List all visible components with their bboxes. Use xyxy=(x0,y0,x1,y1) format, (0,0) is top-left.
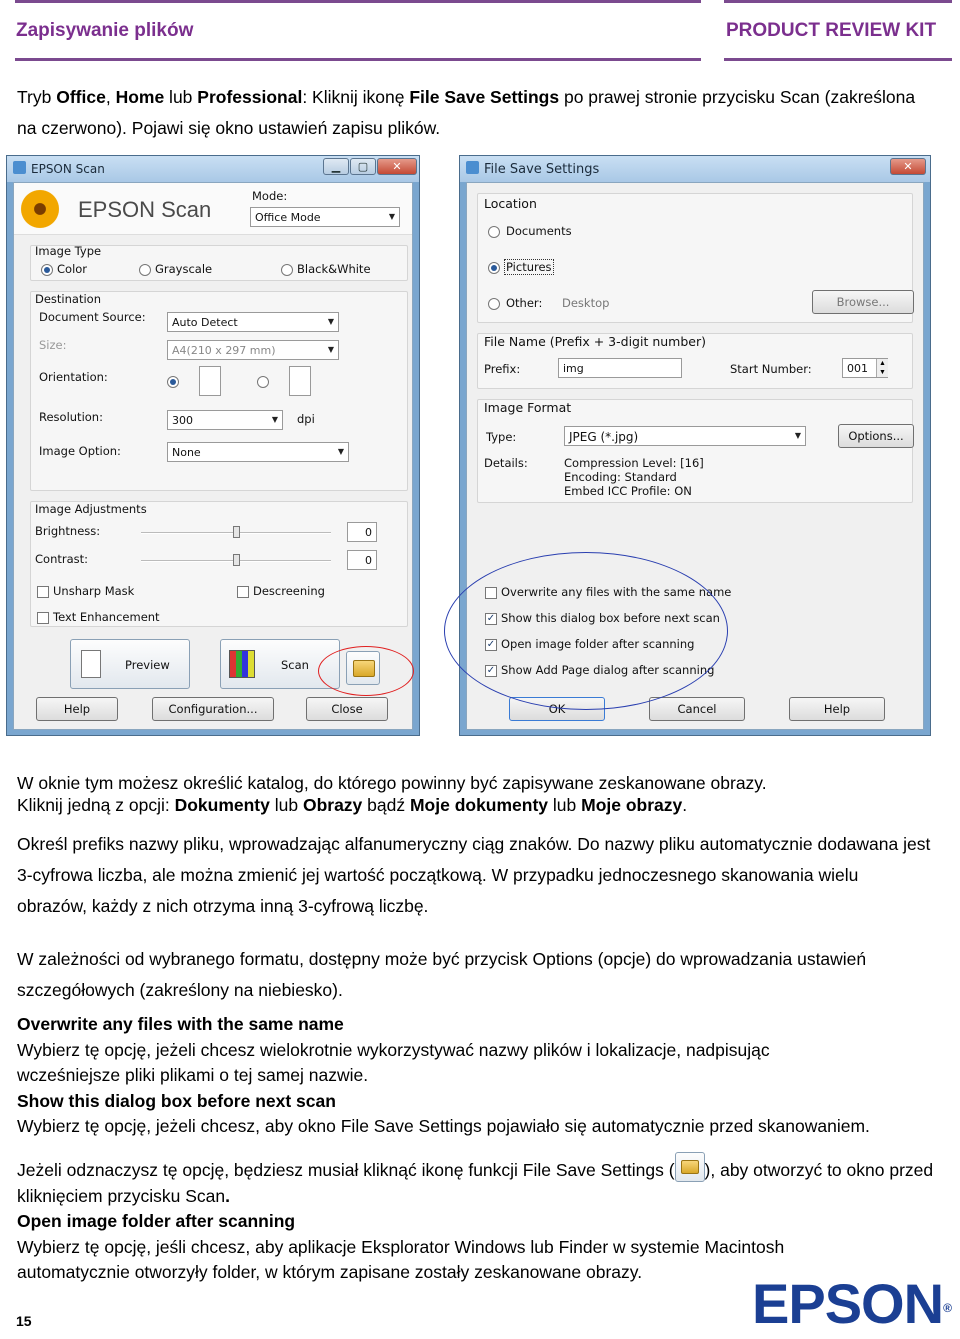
orientation-portrait-radio[interactable] xyxy=(167,376,179,388)
image-adjustments-group xyxy=(30,501,408,627)
open-folder-checkbox[interactable]: ✓ xyxy=(486,639,496,650)
ok-button[interactable]: OK xyxy=(509,697,605,721)
paragraph-prefix: Określ prefiks nazwy pliku, wprowadzając alfanumeryczny ciąg znaków. Do nazwy pliku automatycznie dodawana jest 3-cyfrowa liczba, ale można zmienić jej wartość początkową. W przypadku jednoczesnego skanowania wielu obrazów, każdy z nich otrzyma inną 3-cyfrową liczbę. xyxy=(17,834,931,916)
unsharp-mask-label: Unsharp Mask xyxy=(53,584,135,598)
image-type-group xyxy=(30,245,408,281)
close-window-button[interactable]: ✕ xyxy=(377,158,417,175)
location-label: Location xyxy=(484,196,537,211)
file-save-close-button[interactable]: ✕ xyxy=(890,158,926,175)
unsharp-mask-checkbox[interactable] xyxy=(37,586,49,598)
image-type-grayscale-radio[interactable] xyxy=(139,264,151,276)
start-number-spinner[interactable]: ▲ ▼ xyxy=(876,359,888,377)
minimize-button[interactable]: ▁ xyxy=(323,158,349,175)
contrast-thumb[interactable] xyxy=(233,554,240,566)
location-other-radio[interactable] xyxy=(488,298,500,310)
location-other-label: Other: xyxy=(506,296,543,310)
size-label: Size: xyxy=(39,338,67,352)
resolution-label: Resolution: xyxy=(39,410,103,424)
scan-icon xyxy=(229,650,255,678)
mode-label: Mode: xyxy=(252,189,288,203)
file-save-help-button[interactable]: Help xyxy=(789,697,885,721)
header-rule-top-left xyxy=(15,0,701,3)
descreening-label: Descreening xyxy=(253,584,325,598)
configuration-button[interactable]: Configuration... xyxy=(152,697,274,721)
orientation-landscape-radio[interactable] xyxy=(257,376,269,388)
brightness-input[interactable]: 0 xyxy=(347,522,377,542)
destination-label: Destination xyxy=(35,292,101,306)
intro-paragraph: Tryb Office, Home lub Professional: Kliknij ikonę File Save Settings po prawej stronie przycisku Scan (zakreślona na czerwono). Pojawi się okno ustawień zapisu plików. xyxy=(17,87,916,138)
open-folder-label: Open image folder after scanning xyxy=(501,637,695,651)
file-save-settings-inline-icon xyxy=(675,1152,705,1182)
portrait-icon xyxy=(199,366,221,396)
location-documents-radio[interactable] xyxy=(488,226,500,238)
details-line-1: Compression Level: [16] xyxy=(564,456,704,470)
epson-logo: EPSON® xyxy=(752,1272,951,1335)
type-select[interactable]: JPEG (*.jpg) ▼ xyxy=(564,426,806,446)
size-select[interactable]: A4(210 x 297 mm) ▼ xyxy=(167,340,339,360)
section-title: Zapisywanie plików xyxy=(16,20,194,41)
orientation-label: Orientation: xyxy=(39,370,108,384)
details-line-3: Embed ICC Profile: ON xyxy=(564,484,692,498)
document-source-label: Document Source: xyxy=(39,310,146,324)
preview-label: Preview xyxy=(125,658,170,672)
location-pictures-radio[interactable] xyxy=(488,262,500,274)
add-page-label: Show Add Page dialog after scanning xyxy=(501,663,715,677)
location-group xyxy=(477,193,913,323)
red-highlight-circle xyxy=(318,646,414,696)
image-type-bw-label: Black&White xyxy=(297,262,371,276)
image-option-select[interactable]: None ▼ xyxy=(167,442,349,462)
epson-scan-logo: EPSON Scan xyxy=(78,197,212,222)
destination-group xyxy=(30,291,408,491)
contrast-label: Contrast: xyxy=(35,552,89,566)
preview-button[interactable] xyxy=(70,639,190,689)
epson-scan-titlebar: EPSON Scan ▁ ▢ ✕ xyxy=(7,156,419,182)
landscape-icon xyxy=(289,366,311,396)
add-page-checkbox[interactable]: ✓ xyxy=(486,665,496,676)
resolution-select[interactable]: 300 ▼ xyxy=(167,410,283,430)
kit-title: PRODUCT REVIEW KIT xyxy=(726,20,937,41)
overwrite-label: Overwrite any files with the same name xyxy=(501,585,732,599)
details-label: Details: xyxy=(484,456,528,470)
page-number: 15 xyxy=(16,1313,32,1329)
location-other-value: Desktop xyxy=(562,296,610,310)
prefix-label: Prefix: xyxy=(484,362,521,376)
header-rule-bottom-right xyxy=(724,58,952,61)
image-type-label: Image Type xyxy=(35,244,102,258)
location-documents-label: Documents xyxy=(506,224,572,238)
brightness-label: Brightness: xyxy=(35,524,101,538)
text-enhancement-label: Text Enhancement xyxy=(53,610,160,624)
overwrite-description: Wybierz tę opcję, jeżeli chcesz wielokrotnie wykorzystywać nazwy plików i lokalizacje, nadpisując wcześniejsze pliki plikami o tej samej nazwie. xyxy=(17,1039,770,1085)
show-dialog-description: Wybierz tę opcję, jeżeli chcesz, aby okno File Save Settings pojawiało się automatycznie przed skanowaniem. xyxy=(17,1116,870,1136)
prefix-input[interactable]: img xyxy=(558,358,682,378)
flower-icon xyxy=(18,187,62,231)
image-option-label: Image Option: xyxy=(39,444,121,458)
scan-label: Scan xyxy=(281,658,309,672)
brightness-thumb[interactable] xyxy=(233,526,240,538)
contrast-input[interactable]: 0 xyxy=(347,550,377,570)
show-dialog-label: Show this dialog box before next scan xyxy=(501,611,720,625)
open-folder-heading: Open image folder after scanning xyxy=(17,1211,296,1231)
image-format-label: Image Format xyxy=(484,400,572,415)
adjustments-label: Image Adjustments xyxy=(35,502,147,516)
options-button[interactable]: Options... xyxy=(838,424,914,448)
filename-group xyxy=(477,333,913,389)
preview-icon xyxy=(81,650,101,678)
epson-scan-banner xyxy=(14,183,412,235)
image-type-color-radio[interactable] xyxy=(41,264,53,276)
type-label: Type: xyxy=(486,430,517,444)
image-type-bw-radio[interactable] xyxy=(281,264,293,276)
header-rule-bottom-left xyxy=(15,58,701,61)
app-icon xyxy=(13,161,26,174)
paragraph-options: W zależności od wybranego formatu, dostępny może być przycisk Options (opcje) do wprowadzania ustawień szczegółowych (zakreślony na niebiesko). xyxy=(17,949,867,1000)
overwrite-heading: Overwrite any files with the same name xyxy=(17,1014,344,1034)
help-button[interactable]: Help xyxy=(36,697,118,721)
header-rule-top-right xyxy=(724,0,952,3)
close-button[interactable]: Close xyxy=(306,697,388,721)
browse-button[interactable]: Browse... xyxy=(812,290,914,314)
show-dialog-checkbox[interactable]: ✓ xyxy=(486,613,496,624)
image-format-group xyxy=(477,399,913,503)
mode-select[interactable]: Office Mode ▼ xyxy=(250,207,400,227)
file-save-titlebar: File Save Settings ✕ xyxy=(460,156,930,182)
cancel-button[interactable]: Cancel xyxy=(649,697,745,721)
document-source-select[interactable]: Auto Detect ▼ xyxy=(167,312,339,332)
blue-highlight-ellipse xyxy=(444,552,728,710)
paragraph-location: W oknie tym możesz określić katalog, do którego powinny być zapisywane zeskanowane obrazy. Kliknij jedną z opcji: Dokumenty lub Obrazy bądź Moje dokumenty lub Moje obrazy. xyxy=(17,773,767,815)
uncheck-section xyxy=(17,1152,947,1286)
show-dialog-heading: Show this dialog box before next scan xyxy=(17,1090,336,1111)
descreening-checkbox[interactable] xyxy=(237,586,249,598)
details-line-2: Encoding: Standard xyxy=(564,470,677,484)
image-type-grayscale-label: Grayscale xyxy=(155,262,213,276)
start-number-input[interactable]: 001 xyxy=(842,358,888,378)
resolution-unit: dpi xyxy=(297,412,315,426)
file-save-app-icon xyxy=(466,161,479,174)
maximize-button[interactable]: ▢ xyxy=(350,158,376,175)
text-enhancement-checkbox[interactable] xyxy=(37,612,49,624)
image-type-color-label: Color xyxy=(57,262,88,276)
open-folder-description: Wybierz tę opcję, jeśli chcesz, aby aplikacje Eksplorator Windows lub Finder w systemie Macintosh automatycznie otworzyły folder, w którym zapisane zostały zeskanowane obrazy. xyxy=(17,1236,785,1282)
overwrite-section xyxy=(17,1012,947,1140)
start-number-label: Start Number: xyxy=(730,362,812,376)
location-pictures-label: Pictures xyxy=(506,260,552,274)
uncheck-description: Jeżeli odznaczysz tę opcję, będziesz musiał kliknąć ikonę funkcji File Save Settings ( ), aby otworzyć to okno przed kliknięciem przycisku Scan. xyxy=(17,1152,937,1209)
filename-label: File Name (Prefix + 3-digit number) xyxy=(484,334,706,349)
